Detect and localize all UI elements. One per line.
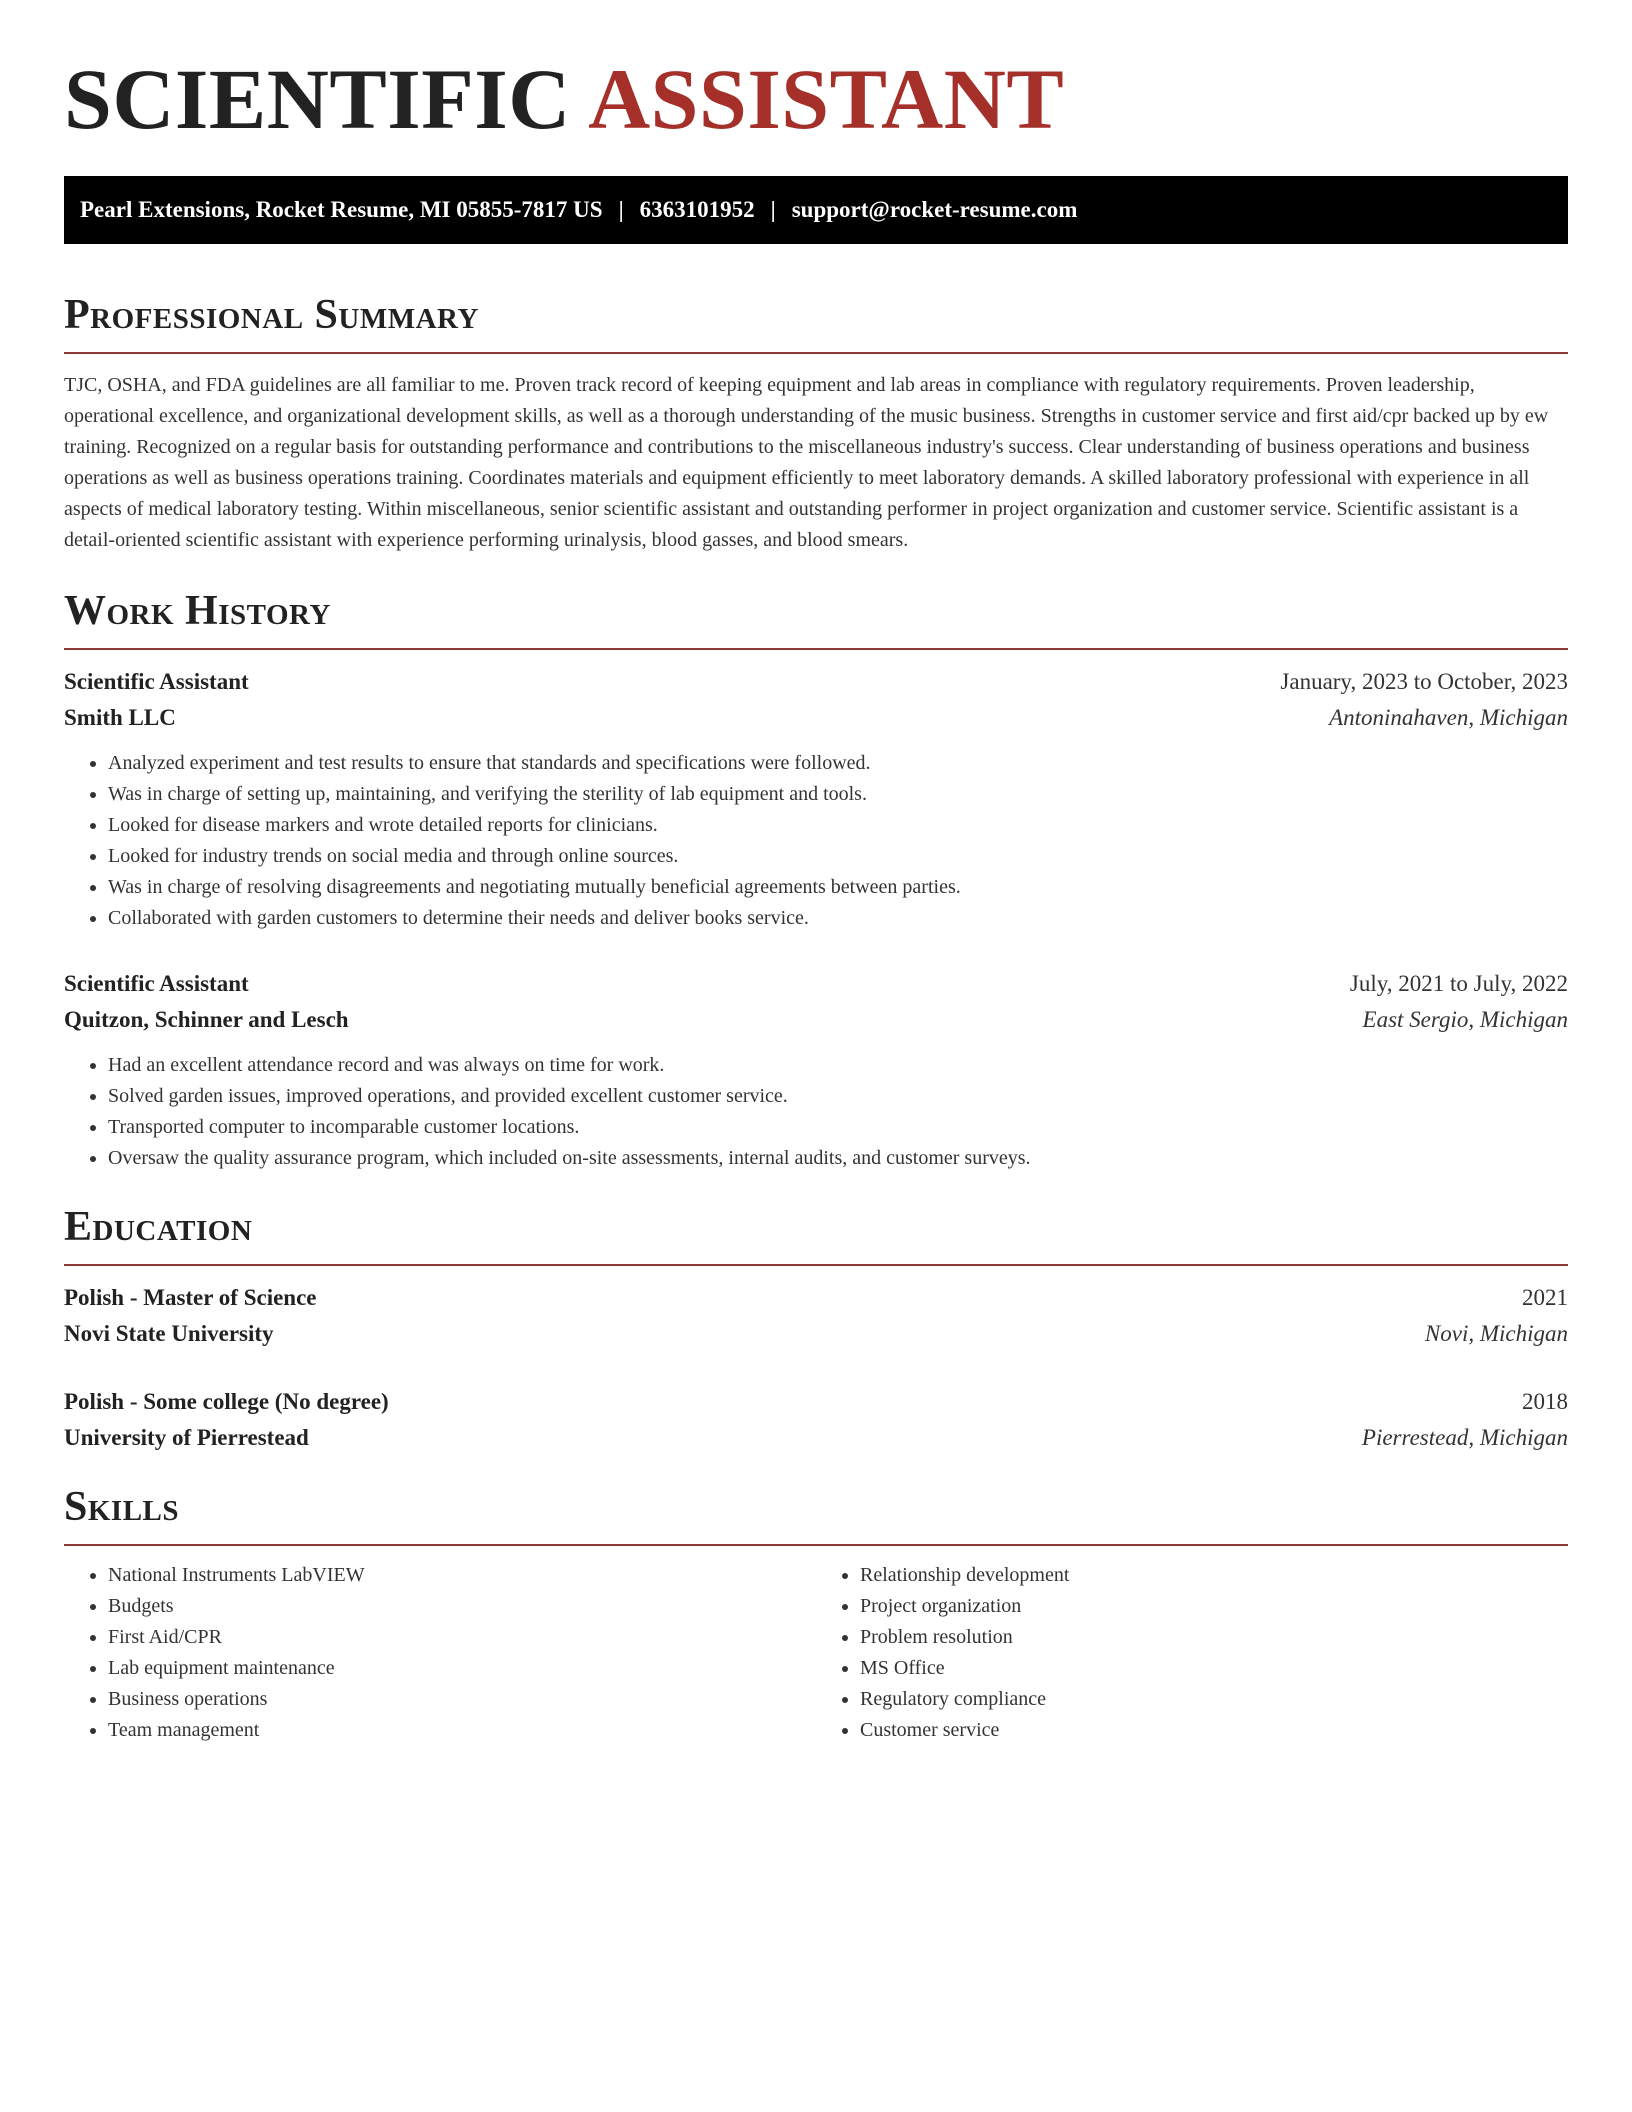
education-degree: Polish - Master of Science [64,1285,317,1310]
skill-item: • Team management [108,1715,816,1746]
skill-item: • Regulatory compliance [860,1684,1568,1715]
job-bullet: • Analyzed experiment and test results to ensure that standards and specifications were followed. [108,748,1568,779]
job-bullet: • Was in charge of setting up, maintaining, and verifying the sterility of lab equipment and tools. [108,779,1568,810]
skill-item: • Problem resolution [860,1622,1568,1653]
education-location: Novi, Michigan [1424,1321,1568,1346]
job-entry [64,966,1568,1174]
education-school-row [64,1316,1568,1352]
skills-list-left [64,1560,816,1746]
job-location: Antoninahaven, Michigan [1329,705,1568,730]
skill-item: • Relationship development [860,1560,1568,1591]
job-bullet: • Had an excellent attendance record and was always on time for work. [108,1050,1568,1081]
contact-separator: | [770,197,776,222]
contact-bar [64,176,1568,244]
summary-text: TJC, OSHA, and FDA guidelines are all familiar to me. Proven track record of keeping equipment and lab areas in compliance with regulatory requirements. Proven leadership, operational excellence, and organizational development skills, as well as a thorough understanding of the music business. Strengths in customer service and first aid/cpr backed up by ew training. Recognized on a regular basis for outstanding performance and contributions to the miscellaneous industry's success. Clear understanding of business operations and business operations as well as business operations training. Coordinates materials and equipment efficiently to meet laboratory demands. A skilled laboratory professional with experience in all aspects of medical laboratory testing. Within miscellaneous, senior scientific assistant and outstanding performer in project organization and customer service. Scientific assistant is a detail-oriented scientific assistant with experience performing urinalysis, blood gasses, and blood smears. [64,374,1549,551]
job-header-row [64,664,1568,700]
skill-item: • National Instruments LabVIEW [108,1560,816,1591]
education-location: Pierrestead, Michigan [1361,1425,1568,1450]
job-position: Scientific Assistant [64,669,249,694]
job-company: Smith LLC [64,705,176,730]
resume-title [64,0,1568,147]
skills-list-right [816,1560,1568,1746]
job-header-row [64,966,1568,1002]
skills-heading: Skills [64,1484,180,1530]
contact-separator: | [618,197,624,222]
job-entry [64,664,1568,934]
contact-email: support@rocket-resume.com [791,197,1078,222]
skill-item: • Business operations [108,1684,816,1715]
skill-item: • Customer service [860,1715,1568,1746]
title-last-word: ASSISTANT [588,51,1065,147]
education-degree-row [64,1384,1568,1420]
job-company: Quitzon, Schinner and Lesch [64,1007,349,1032]
job-dates: January, 2023 to October, 2023 [1280,669,1568,694]
skill-item: • Project organization [860,1591,1568,1622]
education-year: 2021 [1522,1285,1568,1310]
job-bullet: • Transported computer to incomparable customer locations. [108,1112,1568,1143]
skill-item: • MS Office [860,1653,1568,1684]
skill-item: • Lab equipment maintenance [108,1653,816,1684]
work-divider [64,648,1568,650]
skills-divider [64,1544,1568,1546]
education-school: Novi State University [64,1321,274,1346]
education-entry [64,1280,1568,1352]
job-bullet: • Solved garden issues, improved operations, and provided excellent customer service. [108,1081,1568,1112]
job-bullets [64,748,1568,934]
education-school: University of Pierrestead [64,1425,309,1450]
work-section [64,590,1568,1174]
title-first-word: SCIENTIFIC [64,51,571,147]
job-company-row [64,1002,1568,1038]
job-location: East Sergio, Michigan [1362,1007,1568,1032]
skill-item: • First Aid/CPR [108,1622,816,1653]
work-heading: Work History [64,588,331,634]
education-divider [64,1264,1568,1266]
job-bullet: • Was in charge of resolving disagreements and negotiating mutually beneficial agreements between parties. [108,872,1568,903]
job-bullet: • Looked for industry trends on social media and through online sources. [108,841,1568,872]
education-degree: Polish - Some college (No degree) [64,1389,389,1414]
skills-grid [64,1560,1568,1746]
skills-section [64,1486,1568,1746]
job-bullet: • Collaborated with garden customers to determine their needs and deliver books service. [108,903,1568,934]
job-dates: July, 2021 to July, 2022 [1349,971,1568,996]
education-school-row [64,1420,1568,1456]
contact-phone: 6363101952 [639,197,755,222]
summary-heading: Professional Summary [64,292,479,338]
job-position: Scientific Assistant [64,971,249,996]
contact-address: Pearl Extensions, Rocket Resume, MI 05855-7817 US [80,197,603,222]
job-bullets [64,1050,1568,1174]
job-bullet: • Oversaw the quality assurance program, which included on-site assessments, internal audits, and customer surveys. [108,1143,1568,1174]
education-heading: Education [64,1204,253,1250]
education-entry [64,1384,1568,1456]
job-company-row [64,700,1568,736]
education-degree-row [64,1280,1568,1316]
job-bullet: • Looked for disease markers and wrote detailed reports for clinicians. [108,810,1568,841]
education-section [64,1206,1568,1456]
skill-item: • Budgets [108,1591,816,1622]
education-year: 2018 [1522,1389,1568,1414]
summary-divider [64,352,1568,354]
summary-section [64,294,1568,556]
